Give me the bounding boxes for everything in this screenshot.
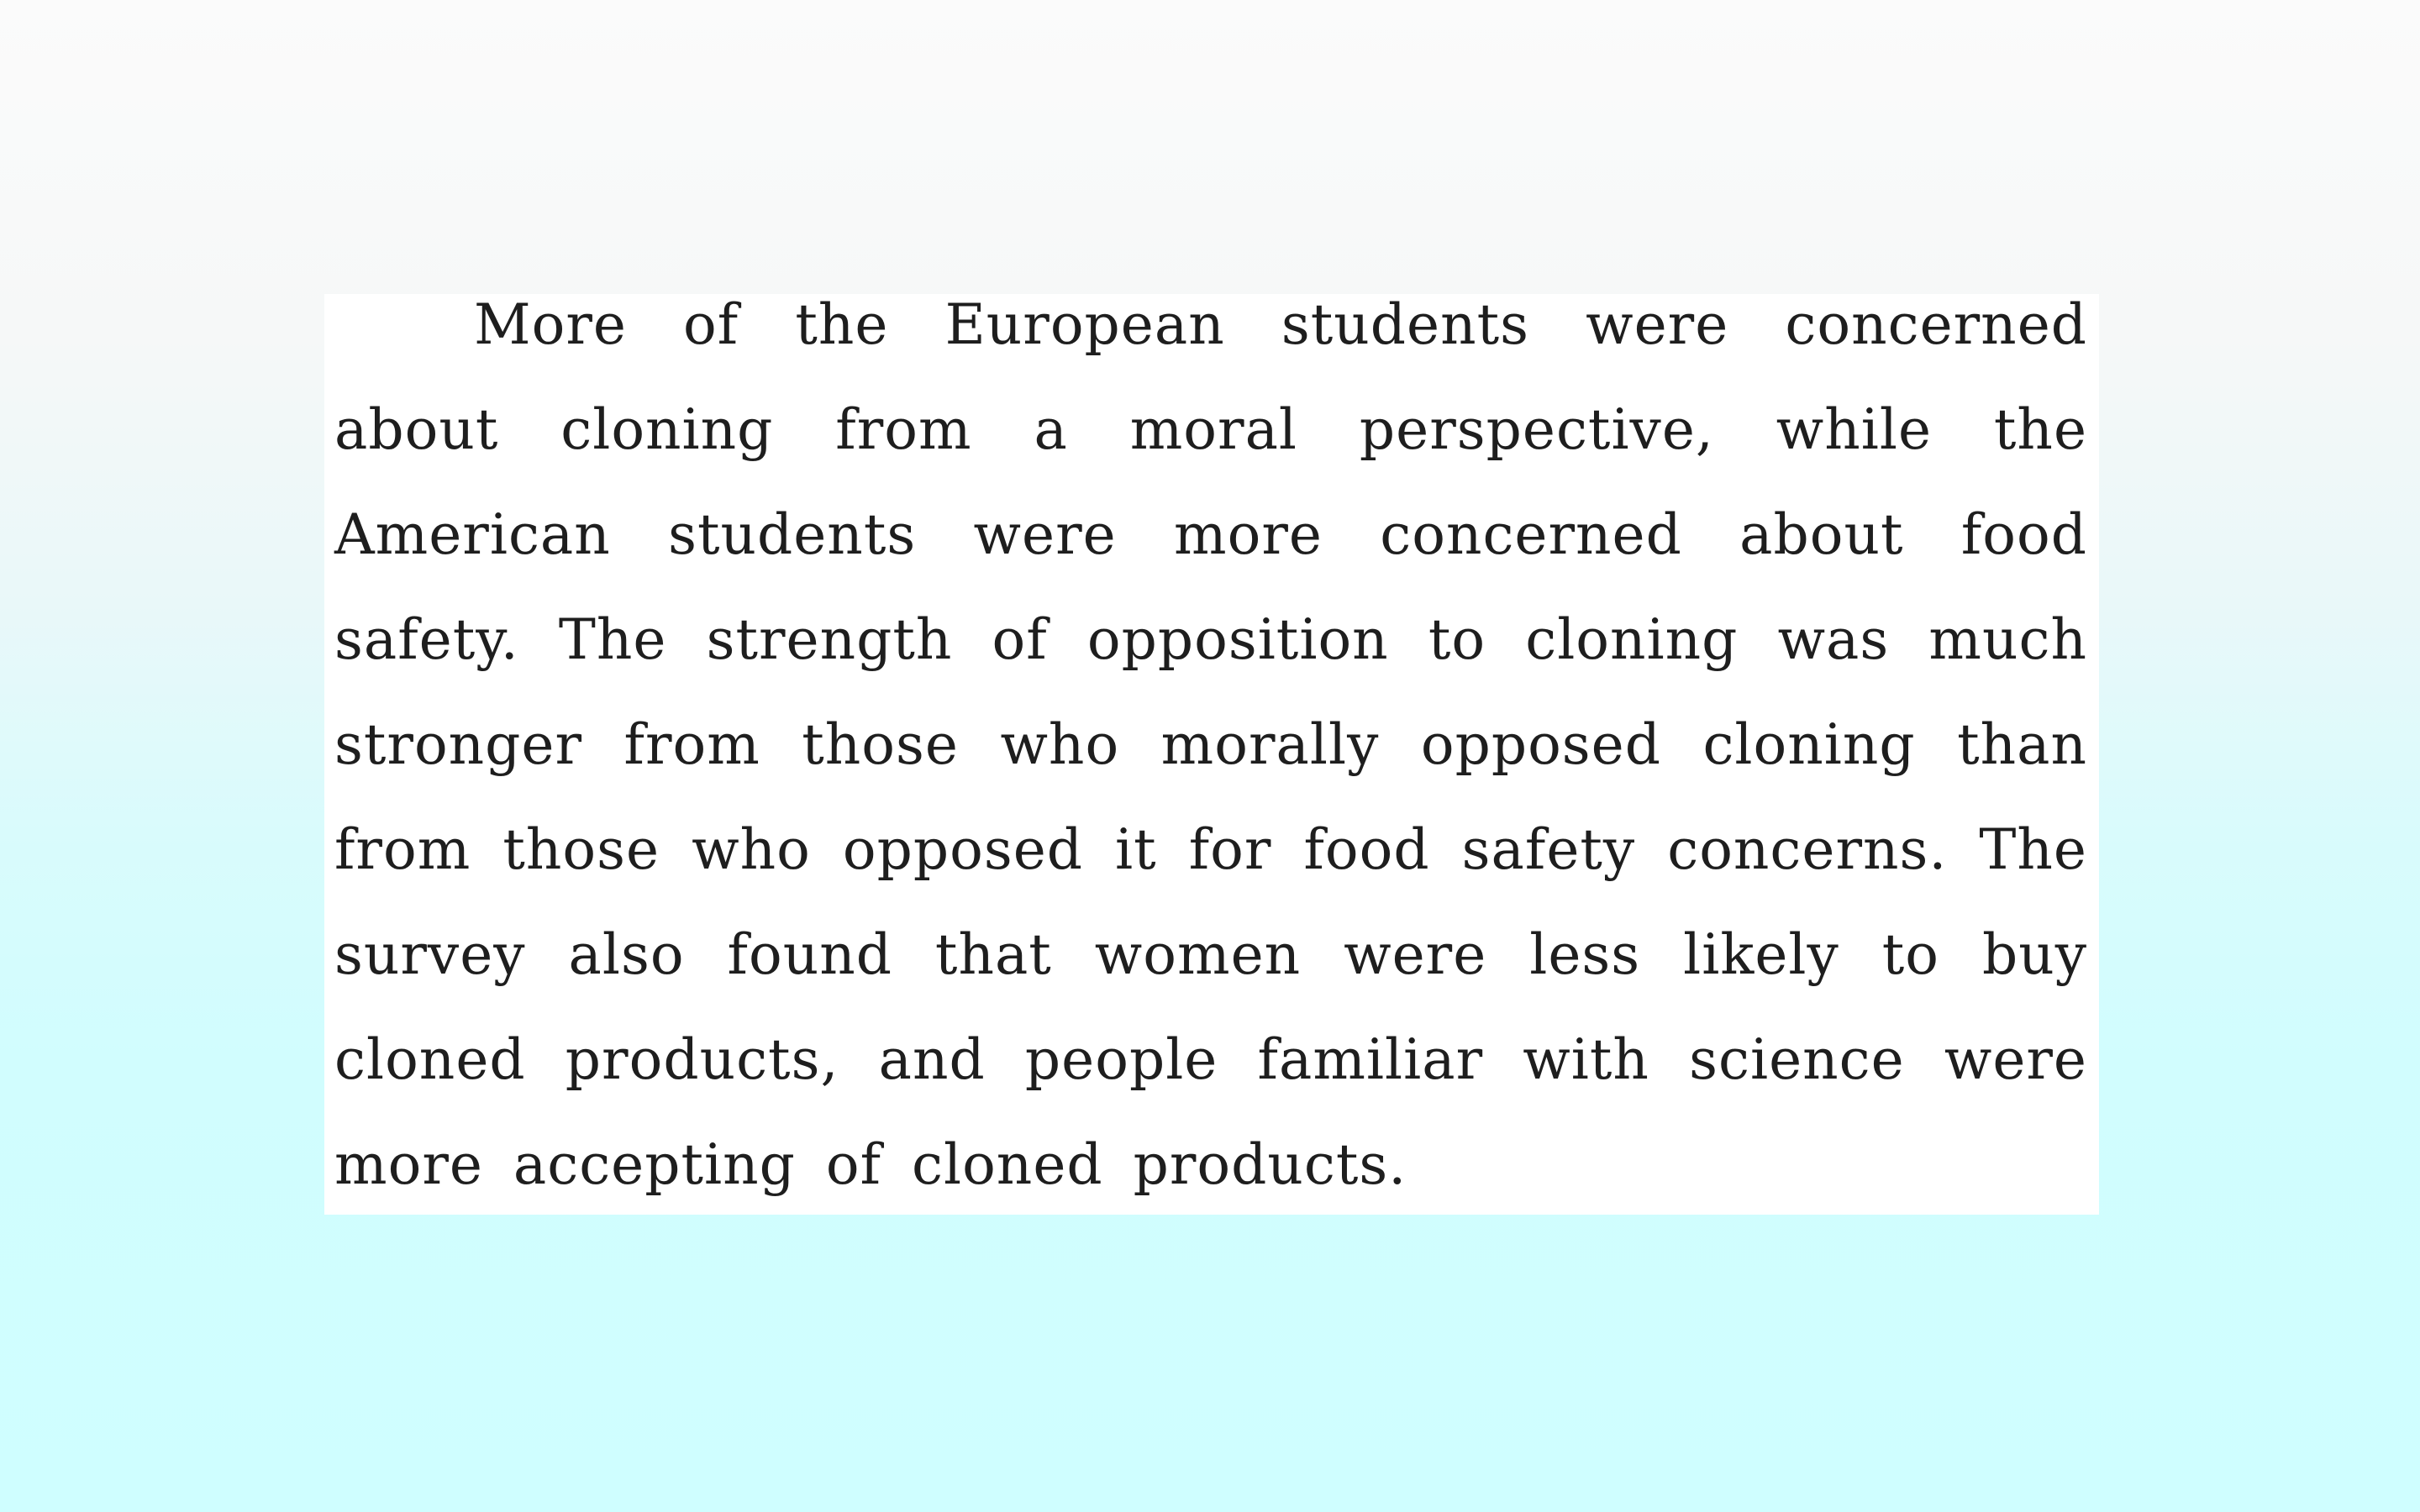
passage-paragraph: More of the European students were concerned about cloning from a moral perspective, while the American students were more concerned about food safety. The strength of opposition to cloning was much stronger from those who morally opposed cloning than from those who opposed it for food safety concerns. The survey also found that women were less likely to buy cloned products, and people familiar with science were more accepting of cloned products. [334,292,2087,1197]
text-panel [324,294,2099,1215]
